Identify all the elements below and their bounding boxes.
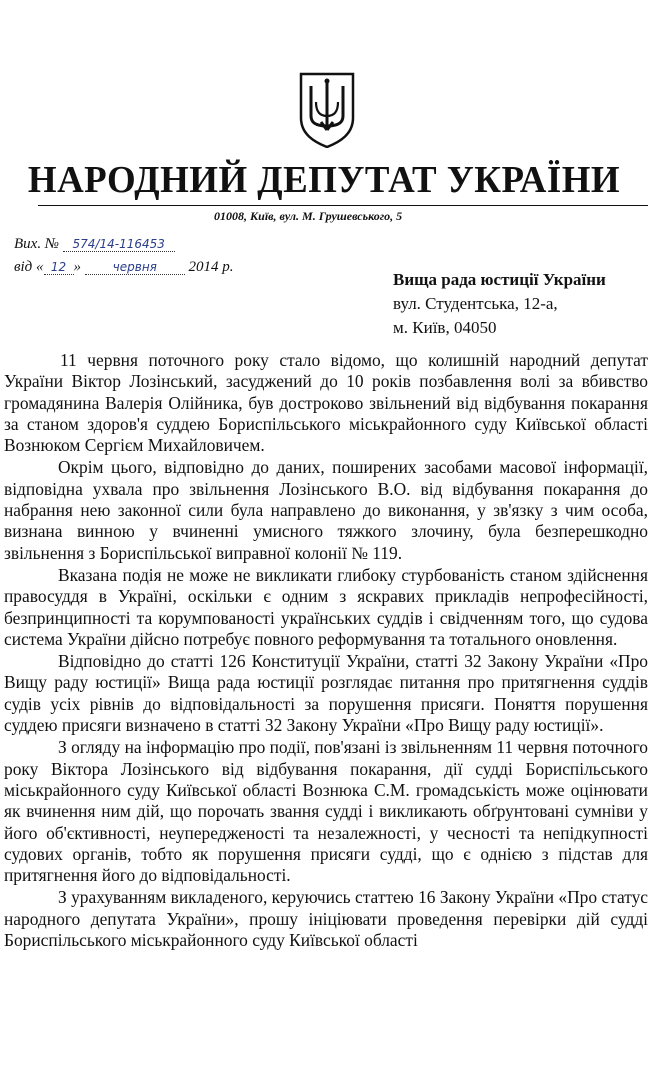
outgoing-number-line: [14, 236, 175, 253]
date-month: червня: [85, 260, 185, 275]
outgoing-number-label: Вих. №: [14, 236, 59, 252]
date-mid: »: [73, 259, 82, 275]
letterhead-divider: [38, 205, 648, 206]
letterhead-address: 01008, Київ, вул. М. Грушевського, 5: [214, 209, 403, 223]
paragraph: Окрім цього, відповідно до даних, поширених засобами масової інформації, відповідна ухвала про звільнення Лозінського В.О. від відбування покарання до набрання нею законної сили була направлено до виконання, у зв'язку з чим особа, визнана винною у вчиненні умисного тяжкого злочину, була безперешкодно звільнення з Бориспільської виправної колонії № 119.: [4, 457, 648, 563]
recipient-street: вул. Студентська, 12-а,: [393, 294, 558, 313]
paragraph: 11 червня поточного року стало відомо, що колишній народний депутат України Віктор Лозінський, засуджений до 10 років позбавлення волі за вбивство громадянина Валерія Олійника, був достроково звільнений від відбування покарання за станом здоров'я суддею Бориспільського міськрайонного суду Київської області Вознюком Сергієм Михайловичем.: [4, 350, 648, 456]
date-day: 12: [44, 260, 74, 275]
date-prefix: від «: [14, 259, 44, 275]
letterhead-title: НАРОДНИЙ ДЕПУТАТ УКРАЇНИ: [27, 159, 621, 201]
paragraph: Відповідно до статті 126 Конституції України, статті 32 Закону України «Про Вищу раду юстиції» Вища рада юстиції розглядає питання про притягнення суддів судів усіх рівнів до відповідальності за порушення присяги. Поняття порушення суддею присяги визначено в статті 32 Закону України «Про Вищу раду юстиції».: [4, 651, 648, 736]
outgoing-number-value: 574/14-116453: [63, 237, 175, 252]
recipient-city: м. Київ, 04050: [393, 318, 497, 337]
date-year: 2014 р.: [188, 259, 234, 275]
paragraph: Вказана подія не може не викликати глибоку стурбованість станом здійснення правосуддя в Україні, оскільки є одним з яскравих прикладів непрофесійності, безпринципності та корумпованості українських суддів і свідченням того, що судова система України дійсно потребує повного реформування та тотального оновлення.: [4, 564, 648, 649]
recipient-name: Вища рада юстиції України: [393, 270, 606, 289]
coat-of-arms-trident-icon: [298, 72, 356, 148]
paragraph: З урахуванням викладеного, керуючись статтею 16 Закону України «Про статус народного депутата України», прошу ініціювати проведення перевірки дій судді Бориспільського міськрайонного суду Київської області: [4, 887, 648, 951]
letter-body: [4, 350, 648, 952]
date-line: [14, 259, 234, 276]
paragraph: З огляду на інформацію про події, пов'язані із звільненням 11 червня поточного року Віктора Лозінського від відбування покарання, дії судді Бориспільського міськрайонного суду Київської області Вознюка С.М. громадськість може оцінювати як вчинення ним дій, що порочать звання судді і викликають обґрунтовані сумніви у його об'єктивності, неупередженості та незалежності, у чесності та непідкупності судових органів, тобто як порушення присяги судді, що є однією з підстав для притягнення його до відповідальності.: [4, 737, 648, 886]
